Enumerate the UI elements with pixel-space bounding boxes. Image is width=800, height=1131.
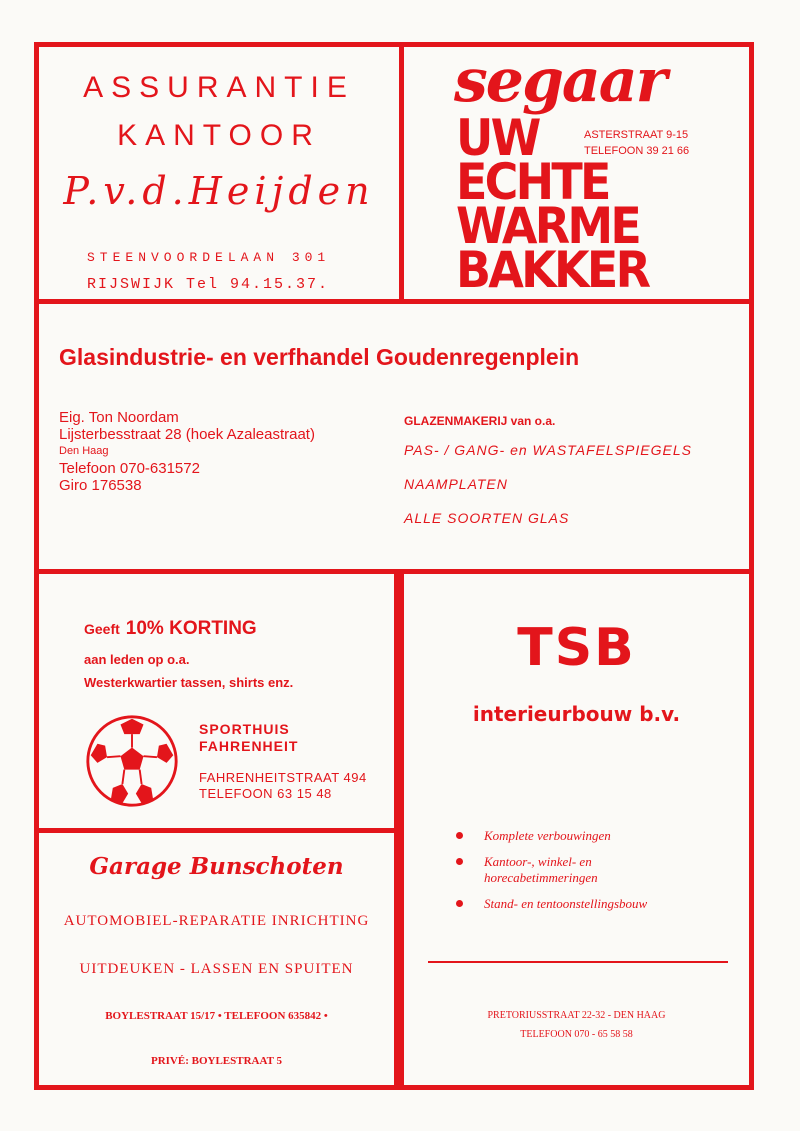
services-header: GLAZENMAKERIJ van o.a. (404, 414, 556, 428)
geeft-text: Geeft (84, 621, 120, 637)
korting-detail: aan leden op o.a. (84, 652, 190, 667)
ad-garage-bunschoten (34, 828, 399, 1090)
soccer-ball-icon (84, 713, 180, 809)
segaar-contact (584, 127, 689, 159)
korting-text: 10% KORTING (125, 618, 257, 639)
city-phone: RIJSWIJK Tel 94.15.37. (87, 276, 330, 293)
korting-items: Westerkwartier tassen, shirts enz. (84, 675, 294, 690)
list-item (456, 828, 647, 844)
segaar-phone: TELEFOON 39 21 66 (584, 145, 690, 157)
street: Lijsterbesstraat 28 (hoek Azaleastraat) (59, 426, 315, 443)
garage-service: UITDEUKEN - LASSEN EN SPUITEN (79, 961, 354, 977)
tsb-address: PRETORIUSSTRAAT 22-32 - DEN HAAG (487, 1010, 666, 1021)
garage-private: PRIVÉ: BOYLESTRAAT 5 (150, 1055, 282, 1067)
ad-assurantie-kantoor (34, 42, 404, 304)
service-item: ALLE SOORTEN GLAS (404, 510, 570, 526)
phone: Telefoon 070-631572 (59, 460, 200, 477)
glas-title: Glasindustrie- en verfhandel Goudenregenplein (59, 344, 580, 370)
divider (428, 961, 728, 963)
garage-title: Garage Bunschoten (89, 853, 344, 880)
service-item: PAS- / GANG- en WASTAFELSPIEGELS (404, 442, 692, 458)
glas-contact (59, 409, 315, 494)
service-item: NAAMPLATEN (404, 476, 508, 492)
street: FAHRENHEITSTRAAT 494 (199, 770, 367, 785)
city: Den Haag (59, 445, 109, 457)
slogan-line: ECHTE (456, 153, 609, 211)
name-line: FAHRENHEIT (199, 738, 299, 754)
owner: Eig. Ton Noordam (59, 409, 179, 426)
korting-line (84, 618, 257, 640)
street-address: STEENVOORDELAAN 301 (87, 250, 331, 265)
segaar-logo: segaar (454, 46, 666, 116)
list-item (456, 896, 647, 912)
tsb-services (456, 828, 647, 922)
bullet-icon (456, 832, 463, 839)
slogan-line: BAKKER (456, 241, 649, 299)
ad-glasindustrie (34, 299, 754, 574)
slogan-line: WARME (456, 197, 640, 255)
ad-sporthuis-fahrenheit (34, 569, 399, 833)
giro: Giro 176538 (59, 477, 142, 494)
item-text: Kantoor-, winkel- en (484, 854, 592, 869)
phone: TELEFOON 63 15 48 (199, 786, 332, 801)
owner-name: P.v.d.Heijden (63, 169, 375, 213)
kantoor-title: KANTOOR (117, 119, 321, 152)
sporthuis-contact (199, 770, 367, 802)
item-text: horecabetimmeringen (484, 870, 598, 885)
ad-segaar-bakker (399, 42, 754, 304)
item-text: Komplete verbouwingen (484, 828, 611, 843)
tsb-subtitle: interieurbouw b.v. (472, 702, 681, 726)
glas-services (404, 414, 692, 544)
garage-address: BOYLESTRAAT 15/17 • TELEFOON 635842 • (105, 1010, 328, 1022)
slogan-line: UW (456, 109, 539, 167)
tsb-logo: TSB (517, 618, 636, 678)
item-text: Stand- en tentoonstellingsbouw (484, 896, 648, 911)
ad-tsb-interieurbouw (399, 569, 754, 1090)
segaar-address: ASTERSTRAAT 9-15 (584, 129, 689, 141)
garage-service: AUTOMOBIEL-REPARATIE INRICHTING (63, 913, 370, 929)
bullet-icon (456, 858, 463, 865)
tsb-phone: TELEFOON 070 - 65 58 58 (520, 1029, 633, 1040)
name-line: SPORTHUIS (199, 721, 290, 737)
advertisement-page (34, 42, 754, 1090)
sporthuis-name (199, 721, 298, 755)
bullet-icon (456, 900, 463, 907)
assurantie-title: ASSURANTIE (83, 71, 355, 104)
list-item (456, 854, 647, 886)
